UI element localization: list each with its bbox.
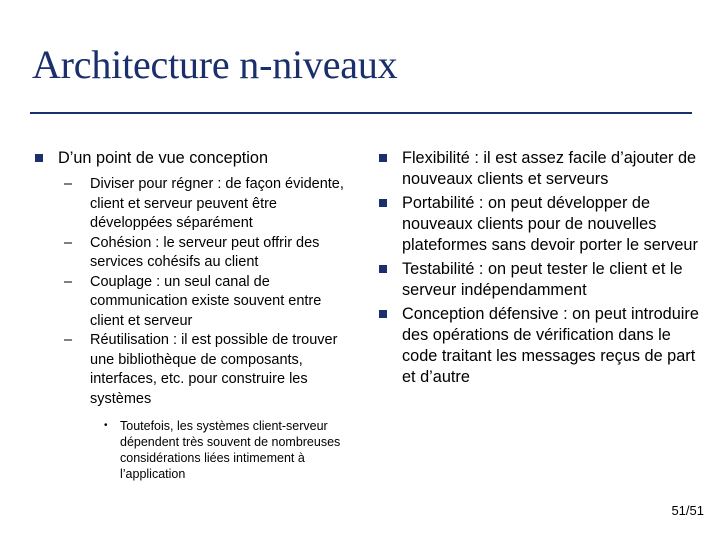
left-subnote [34, 418, 354, 482]
left-heading [34, 148, 354, 169]
dash-bullet-icon: – [64, 176, 73, 192]
left-subitem-text: Couplage : un seul canal de communication existe souvent entre client et serveur [90, 273, 322, 329]
right-column [378, 148, 708, 391]
right-item [378, 148, 708, 190]
right-item-text: Flexibilité : il est assez facile d’ajouter de nouveaux clients et serveurs [402, 149, 697, 188]
right-item [378, 259, 708, 301]
left-subitem-text: Diviser pour régner : de façon évidente, client et serveur peuvent être développées séparément [90, 176, 344, 231]
left-subitem-text: Cohésion : le serveur peut offrir des services cohésifs au client [90, 234, 320, 270]
left-column [34, 148, 354, 482]
right-item-text: Testabilité : on peut tester le client et le serveur indépendamment [402, 260, 683, 299]
left-subitem-text: Réutilisation : il est possible de trouver une bibliothèque de composants, interfaces, etc. pour construire les systèmes [90, 332, 338, 407]
left-subitem [34, 273, 354, 332]
right-item-text: Portabilité : on peut développer de nouveaux clients pour de nouvelles plateformes sans devoir porter le serveur [402, 194, 698, 254]
page-number: 51/51 [671, 503, 704, 518]
square-bullet-icon [379, 265, 387, 273]
right-item [378, 304, 708, 388]
left-subitem [34, 331, 354, 409]
right-item-text: Conception défensive : on peut introduire des opérations de vérification dans le code traitant les messages reçus de part et d’autre [402, 305, 699, 386]
left-subitem [34, 234, 354, 273]
square-bullet-icon [379, 310, 387, 318]
dot-bullet-icon: • [104, 420, 108, 431]
left-subitem [34, 175, 354, 234]
dash-bullet-icon: – [64, 332, 73, 348]
slide-title: Architecture n-niveaux [32, 42, 398, 87]
dash-bullet-icon: – [64, 273, 73, 290]
square-bullet-icon [379, 199, 387, 207]
right-item [378, 193, 708, 256]
left-subnote-text: Toutefois, les systèmes client-serveur dépendent très souvent de nombreuses considérations liées intimement à l’application [120, 419, 341, 481]
title-divider [30, 112, 692, 114]
square-bullet-icon [379, 154, 387, 162]
left-heading-text: D’un point de vue conception [58, 149, 268, 167]
square-bullet-icon [35, 154, 43, 162]
dash-bullet-icon: – [64, 234, 73, 251]
